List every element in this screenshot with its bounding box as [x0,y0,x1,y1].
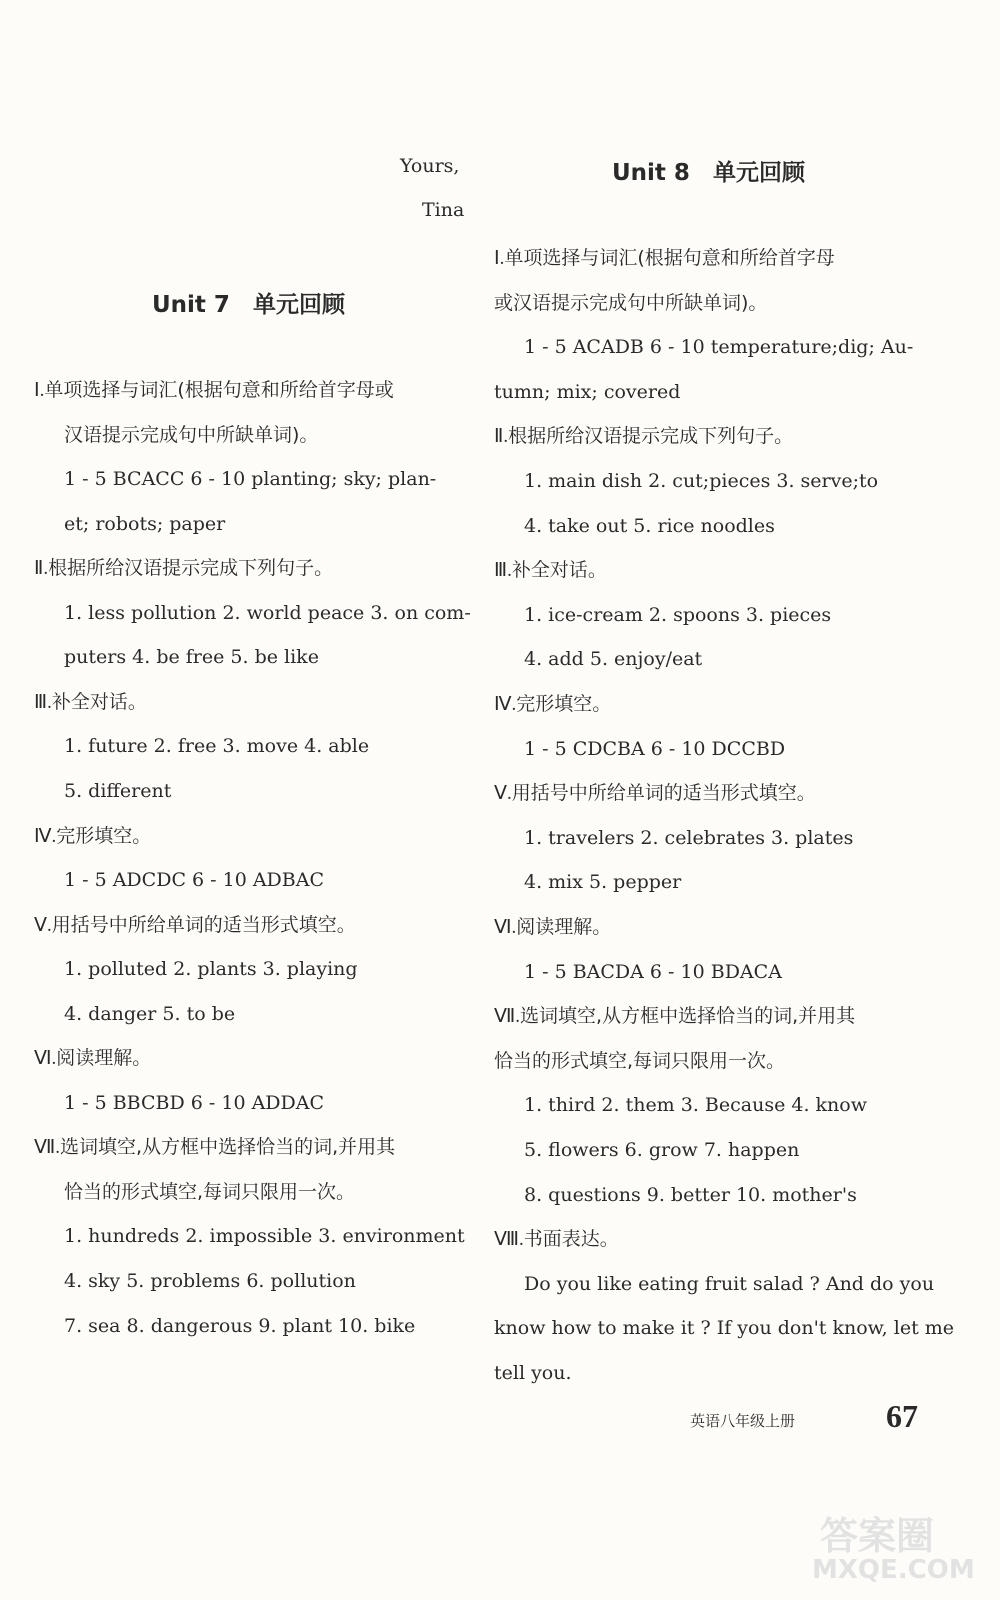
section-instruction: 选词填空,从方框中选择恰当的词,并用其 [520,1005,856,1028]
section-heading [34,556,333,581]
section-heading [494,692,611,717]
answer-line: 4. sky 5. problems 6. pollution [64,1270,356,1292]
section-heading [34,378,394,403]
answer-line: 4. add 5. enjoy/eat [524,648,703,671]
section-instruction: 补全对话。 [511,559,607,582]
section-instruction: 书面表达。 [523,1228,619,1251]
answer-line: 1 - 5 BCACC 6 - 10 planting; sky; plan- [64,468,437,491]
roman-numeral: Ⅰ. [34,380,45,401]
answer-line: 7. sea 8. dangerous 9. plant 10. bike [64,1314,416,1337]
roman-numeral: Ⅶ. [34,1137,61,1159]
answer-line: 1. future 2. free 3. move 4. able [64,735,370,758]
continuation-line: tell you. [494,1362,572,1384]
section-heading [494,1227,619,1252]
continuation-line: 或汉语提示完成句中所缺单词)。 [494,291,768,314]
roman-numeral: Ⅶ. [494,1006,521,1028]
watermark-url: MXQE.COM [812,1555,975,1585]
section-heading [494,1004,855,1029]
section-heading [34,1046,151,1071]
continuation-line: et; robots; paper [64,512,226,535]
answer-line: 1 - 5 BBCBD 6 - 10 ADDAC [64,1091,325,1114]
section-heading [494,246,835,271]
answer-line: 1 - 5 ADCDC 6 - 10 ADBAC [64,869,324,892]
roman-numeral: Ⅵ. [494,917,517,938]
book-title: 英语八年级上册 [690,1412,796,1430]
continuation-line: 恰当的形式填空,每词只限用一次。 [494,1049,786,1072]
section-instruction: 根据所给汉语提示完成下列句子。 [48,557,334,580]
answer-line: 1. less pollution 2. world peace 3. on com- [64,601,471,624]
section-instruction: 根据所给汉语提示完成下列句子。 [508,425,794,448]
answer-line: 1. travelers 2. celebrates 3. plates [524,826,854,849]
continuation-line: tumn; mix; covered [494,380,681,403]
roman-numeral: Ⅱ. [494,426,509,448]
continuation-line: 汉语提示完成句中所缺单词)。 [64,423,319,446]
answer-line: 1. ice-cream 2. spoons 3. pieces [524,603,832,626]
section-instruction: 补全对话。 [51,690,147,713]
section-instruction: 阅读理解。 [516,916,612,938]
continuation-line: know how to make it ? If you don't know, let me [494,1317,954,1340]
answer-line: 1. polluted 2. plants 3. playing [64,958,358,981]
answer-line: 1. main dish 2. cut;pieces 3. serve;to [524,470,879,492]
section-instruction: 单项选择与词汇(根据句意和所给首字母 [504,247,835,269]
answer-line: 1. third 2. them 3. Because 4. know [524,1094,867,1117]
section-heading [494,424,793,449]
roman-numeral: Ⅳ. [494,694,517,715]
roman-numeral: Ⅵ. [34,1048,57,1070]
section-heading [34,1135,395,1160]
watermark-logo: 答案圈 [820,1514,935,1558]
answer-line: Do you like eating fruit salad ? And do you [524,1272,935,1295]
roman-numeral: Ⅱ. [34,558,49,580]
answer-line: 1 - 5 ACADB 6 - 10 temperature;dig; Au- [524,336,914,359]
roman-numeral: Ⅲ. [494,560,512,582]
section-instruction: 用括号中所给单词的适当形式填空。 [51,913,356,936]
answer-line: 4. take out 5. rice noodles [524,514,775,537]
section-heading [34,824,151,849]
roman-numeral: Ⅰ. [494,248,505,269]
answer-line: 4. danger 5. to be [64,1002,236,1025]
section-instruction: 单项选择与词汇(根据句意和所给首字母或 [44,379,394,401]
roman-numeral: Ⅷ. [494,1229,524,1251]
roman-numeral: Ⅳ. [34,825,57,847]
section-instruction: 完形填空。 [516,693,612,715]
answer-line: 4. mix 5. pepper [524,871,682,894]
answer-line: 5. different [64,779,172,802]
section-heading [494,915,611,940]
unit8-title: Unit 8 单元回顾 [612,160,805,186]
answer-line: 1 - 5 CDCBA 6 - 10 DCCBD [524,737,786,760]
section-instruction: 阅读理解。 [56,1047,152,1070]
section-heading [34,913,356,938]
answer-line: 1. hundreds 2. impossible 3. environment [64,1225,465,1248]
answer-line: 5. flowers 6. grow 7. happen [524,1139,800,1161]
closing-yours: Yours, [400,155,460,177]
section-instruction: 用括号中所给单词的适当形式填空。 [511,782,816,805]
answer-line: 1 - 5 BACDA 6 - 10 BDACA [524,960,782,983]
section-heading [494,558,607,583]
section-instruction: 完形填空。 [56,824,152,847]
closing-name: Tina [422,199,465,221]
unit7-title: Unit 7 单元回顾 [152,292,345,318]
answer-line: 8. questions 9. better 10. mother's [524,1183,857,1206]
section-instruction: 选词填空,从方框中选择恰当的词,并用其 [60,1136,396,1159]
section-heading [34,690,147,715]
continuation-line: puters 4. be free 5. be like [64,646,319,669]
continuation-line: 恰当的形式填空,每词只限用一次。 [64,1180,356,1203]
page-number: 67 [886,1398,918,1434]
roman-numeral: Ⅴ. [34,914,52,936]
roman-numeral: Ⅲ. [34,691,52,713]
section-heading [494,781,816,806]
roman-numeral: Ⅴ. [494,783,512,805]
